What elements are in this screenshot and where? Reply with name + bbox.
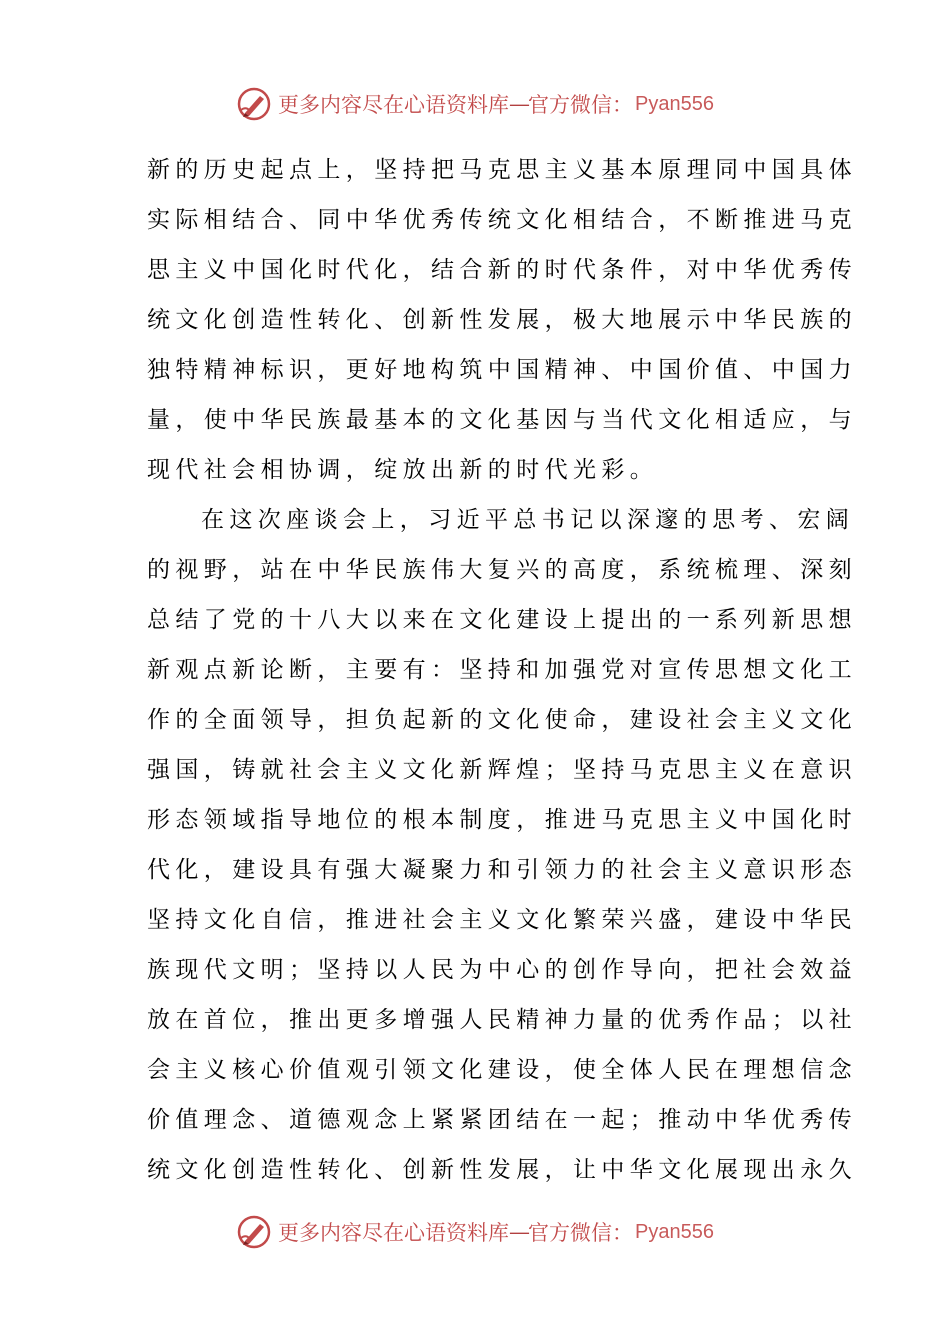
text-line: 新的历史起点上，坚持把马克思主义基本原理同中国具体	[147, 157, 857, 183]
text-line: 坚持文化自信，推进社会主义文化繁荣兴盛，建设中华民	[147, 907, 857, 933]
body-text	[147, 145, 857, 1195]
text-line: 统文化创造性转化、创新性发展，极大地展示中华民族的	[147, 307, 857, 333]
text-line: 价值理念、道德观念上紧紧团结在一起；推动中华优秀传	[147, 1107, 857, 1133]
text-line: 统文化创造性转化、创新性发展，让中华文化展现出永久	[147, 1157, 857, 1183]
banner-separator: —	[509, 1220, 529, 1244]
text-line: 新观点新论断，主要有：坚持和加强党对宣传思想文化工	[147, 657, 857, 683]
text-line: 量，使中华民族最基本的文化基因与当代文化相适应，与	[147, 407, 857, 433]
text-line: 会主义核心价值观引领文化建设，使全体人民在理想信念	[147, 1057, 857, 1083]
header-banner	[0, 84, 950, 124]
text-line: 独特精神标识，更好地构筑中国精神、中国价值、中国力	[147, 357, 857, 383]
text-line: 形态领域指导地位的根本制度，推进马克思主义中国化时	[147, 807, 857, 833]
text-line: 总结了党的十八大以来在文化建设上提出的一系列新思想	[147, 607, 857, 633]
footer-banner	[0, 1212, 950, 1252]
banner-wechat-label: 官方微信：	[528, 1221, 634, 1245]
pen-circle-icon	[236, 86, 272, 122]
text-line: 代化，建设具有强大凝聚力和引领力的社会主义意识形态	[147, 857, 857, 883]
banner-separator: —	[509, 92, 529, 116]
text-line: 强国，铸就社会主义文化新辉煌；坚持马克思主义在意识	[147, 757, 857, 783]
text-line: 实际相结合、同中华优秀传统文化相结合，不断推进马克	[147, 207, 857, 233]
banner-wechat-id: Pyan556	[635, 1220, 714, 1243]
banner-wechat-label: 官方微信：	[528, 93, 634, 117]
text-line: 族现代文明；坚持以人民为中心的创作导向，把社会效益	[147, 957, 857, 983]
text-line: 放在首位，推出更多增强人民精神力量的优秀作品；以社	[147, 1007, 857, 1033]
text-line: 作的全面领导，担负起新的文化使命，建设社会主义文化	[147, 707, 857, 733]
text-line: 的视野，站在中华民族伟大复兴的高度，系统梳理、深刻	[147, 557, 857, 583]
banner-main-text: 更多内容尽在心语资料库	[278, 1221, 510, 1245]
banner-main-text: 更多内容尽在心语资料库	[278, 93, 510, 117]
banner-wechat-id: Pyan556	[635, 92, 714, 115]
paragraph-start-line: 在这次座谈会上，习近平总书记以深邃的思考、宏阔	[201, 507, 855, 533]
text-line: 思主义中国化时代化，结合新的时代条件，对中华优秀传	[147, 257, 857, 283]
pen-circle-icon	[236, 1214, 272, 1250]
text-line: 现代社会相协调，绽放出新的时代光彩。	[147, 457, 659, 483]
